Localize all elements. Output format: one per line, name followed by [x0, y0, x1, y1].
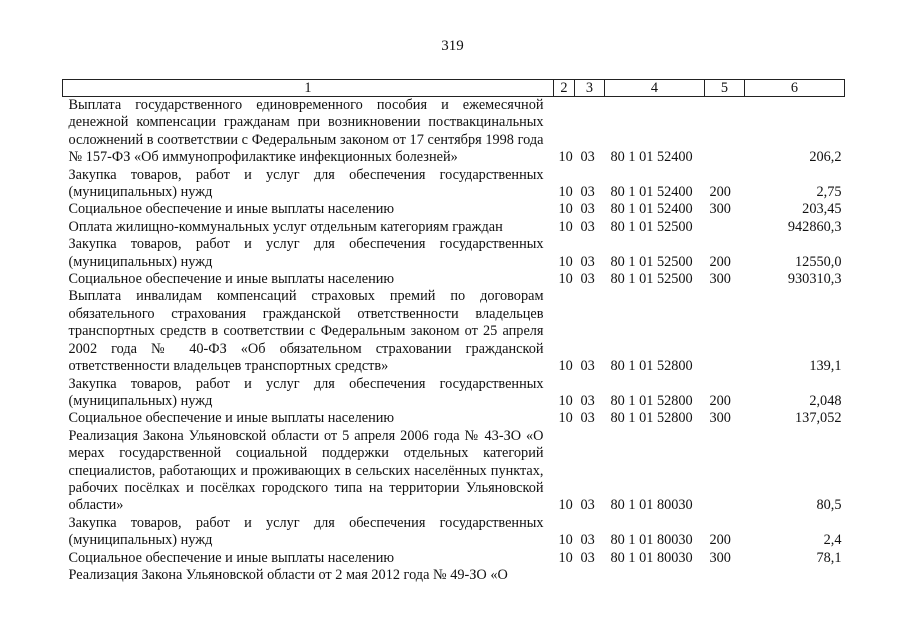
row-name: Закупка товаров, работ и услуг для обеспечения государственных (муниципальных) нужд [68, 166, 544, 201]
row-target-code: 80 1 01 52800 [610, 358, 693, 375]
row-expense-type [705, 288, 745, 375]
table-row [63, 201, 845, 218]
row-expense-type [705, 97, 745, 167]
row-name: Выплата инвалидам компенсаций страховых премий по договорам обязательного страхования гражданской ответственности владельцев транспортных средств в соответствии с Федеральным законом от 25 апреля 2002 года № 40-ФЗ «Об обязательном страховании гражданской ответственности владельцев транспортных средств» [68, 288, 544, 375]
row-name: Оплата жилищно-коммунальных услуг отдельным категориям граждан [68, 218, 503, 235]
row-section: 10 [558, 497, 573, 514]
row-amount: 80,5 [816, 497, 842, 514]
row-name: Выплата государственного единовременного пособия и ежемесячной денежной компенсации гражданам при возникновении поствакцинальных осложнений в соответствии с Федеральным законом от 17 сентября 1998 года № 157-ФЗ «Об иммунопрофилактике инфекционных болезней» [68, 97, 544, 166]
table-header-row [63, 80, 845, 97]
row-expense-type [705, 219, 745, 236]
row-amount: 206,2 [809, 149, 842, 166]
row-subsection: 03 [580, 549, 595, 566]
row-section: 10 [558, 184, 573, 201]
row-amount: 12550,0 [795, 253, 842, 270]
row-subsection: 03 [580, 149, 595, 166]
row-section: 10 [558, 253, 573, 270]
row-expense-type: 200 [709, 392, 731, 409]
row-section: 10 [558, 358, 573, 375]
row-section: 10 [558, 149, 573, 166]
table-row [63, 271, 845, 288]
row-name: Социальное обеспечение и иные выплаты населению [68, 549, 395, 566]
row-section: 10 [558, 271, 573, 288]
row-amount [745, 567, 845, 584]
row-amount: 78,1 [816, 549, 842, 566]
row-target-code: 80 1 01 52800 [610, 410, 693, 427]
row-name: Реализация Закона Ульяновской области от 5 апреля 2006 года № 43-ЗО «О мерах государственной социальной поддержки отдельных категорий специалистов, работающих и проживающих в сельских населённых пунктах, рабочих посёлках и посёлках городского типа на территории Ульяновской области» [68, 427, 544, 514]
table-row [63, 550, 845, 567]
row-amount: 930310,3 [787, 271, 842, 288]
row-subsection [575, 567, 605, 584]
row-name: Закупка товаров, работ и услуг для обеспечения государственных (муниципальных) нужд [68, 236, 544, 270]
row-target-code [605, 567, 705, 584]
table-row [63, 167, 845, 202]
row-section: 10 [558, 532, 573, 549]
row-target-code: 80 1 01 52400 [610, 184, 693, 201]
table-row [63, 428, 845, 515]
row-subsection: 03 [580, 358, 595, 375]
column-header-4: 4 [605, 80, 705, 97]
row-subsection: 03 [580, 271, 595, 288]
column-header-6: 6 [745, 80, 845, 97]
row-expense-type: 200 [709, 532, 731, 549]
row-subsection: 03 [580, 184, 595, 201]
row-section: 10 [558, 392, 573, 409]
table-row [63, 288, 845, 375]
row-amount: 2,4 [823, 532, 842, 549]
row-section [554, 567, 575, 584]
row-target-code: 80 1 01 52400 [610, 149, 693, 166]
row-subsection: 03 [580, 410, 595, 427]
budget-table [62, 79, 845, 584]
row-expense-type: 200 [709, 184, 731, 201]
column-header-1: 1 [63, 80, 554, 97]
row-name: Реализация Закона Ульяновской области от 2 мая 2012 года № 49-ЗО «О [68, 566, 508, 583]
row-target-code: 80 1 01 80030 [610, 549, 693, 566]
row-amount: 139,1 [809, 358, 842, 375]
table-row [63, 410, 845, 427]
column-header-2: 2 [554, 80, 575, 97]
table-row [63, 567, 845, 584]
row-name: Закупка товаров, работ и услуг для обеспечения государственных (муниципальных) нужд [68, 375, 544, 409]
column-header-3: 3 [575, 80, 605, 97]
row-subsection: 03 [580, 201, 595, 218]
page-number: 319 [441, 38, 464, 54]
row-section: 10 [558, 218, 573, 235]
row-amount: 942860,3 [787, 218, 842, 235]
row-amount: 137,052 [795, 410, 842, 427]
table-row [63, 515, 845, 550]
row-name: Закупка товаров, работ и услуг для обеспечения государственных (муниципальных) нужд [68, 514, 544, 549]
row-subsection: 03 [580, 392, 595, 409]
row-target-code: 80 1 01 52500 [610, 253, 693, 270]
row-amount: 203,45 [802, 201, 842, 218]
row-target-code: 80 1 01 52800 [610, 392, 693, 409]
row-subsection: 03 [580, 218, 595, 235]
table-row [63, 376, 845, 411]
row-amount: 2,75 [816, 184, 842, 201]
row-section: 10 [558, 201, 573, 218]
column-header-5: 5 [705, 80, 745, 97]
table-row [63, 219, 845, 236]
row-target-code: 80 1 01 52500 [610, 218, 693, 235]
row-expense-type: 200 [709, 253, 731, 270]
row-section: 10 [558, 410, 573, 427]
row-subsection: 03 [580, 497, 595, 514]
row-expense-type: 300 [709, 410, 731, 427]
row-name: Социальное обеспечение и иные выплаты населению [68, 201, 395, 218]
row-expense-type [705, 567, 745, 584]
row-subsection: 03 [580, 532, 595, 549]
row-section: 10 [558, 549, 573, 566]
row-expense-type: 300 [709, 201, 731, 218]
row-name: Социальное обеспечение и иные выплаты населению [68, 271, 395, 288]
row-name: Социальное обеспечение и иные выплаты населению [68, 410, 395, 427]
table-row [63, 97, 845, 167]
row-expense-type [705, 428, 745, 515]
row-target-code: 80 1 01 52400 [610, 201, 693, 218]
table-row [63, 236, 845, 271]
row-target-code: 80 1 01 52500 [610, 271, 693, 288]
row-expense-type: 300 [709, 549, 731, 566]
row-subsection: 03 [580, 253, 595, 270]
row-expense-type: 300 [709, 271, 731, 288]
row-amount: 2,048 [809, 392, 842, 409]
row-target-code: 80 1 01 80030 [610, 532, 693, 549]
row-target-code: 80 1 01 80030 [610, 497, 693, 514]
